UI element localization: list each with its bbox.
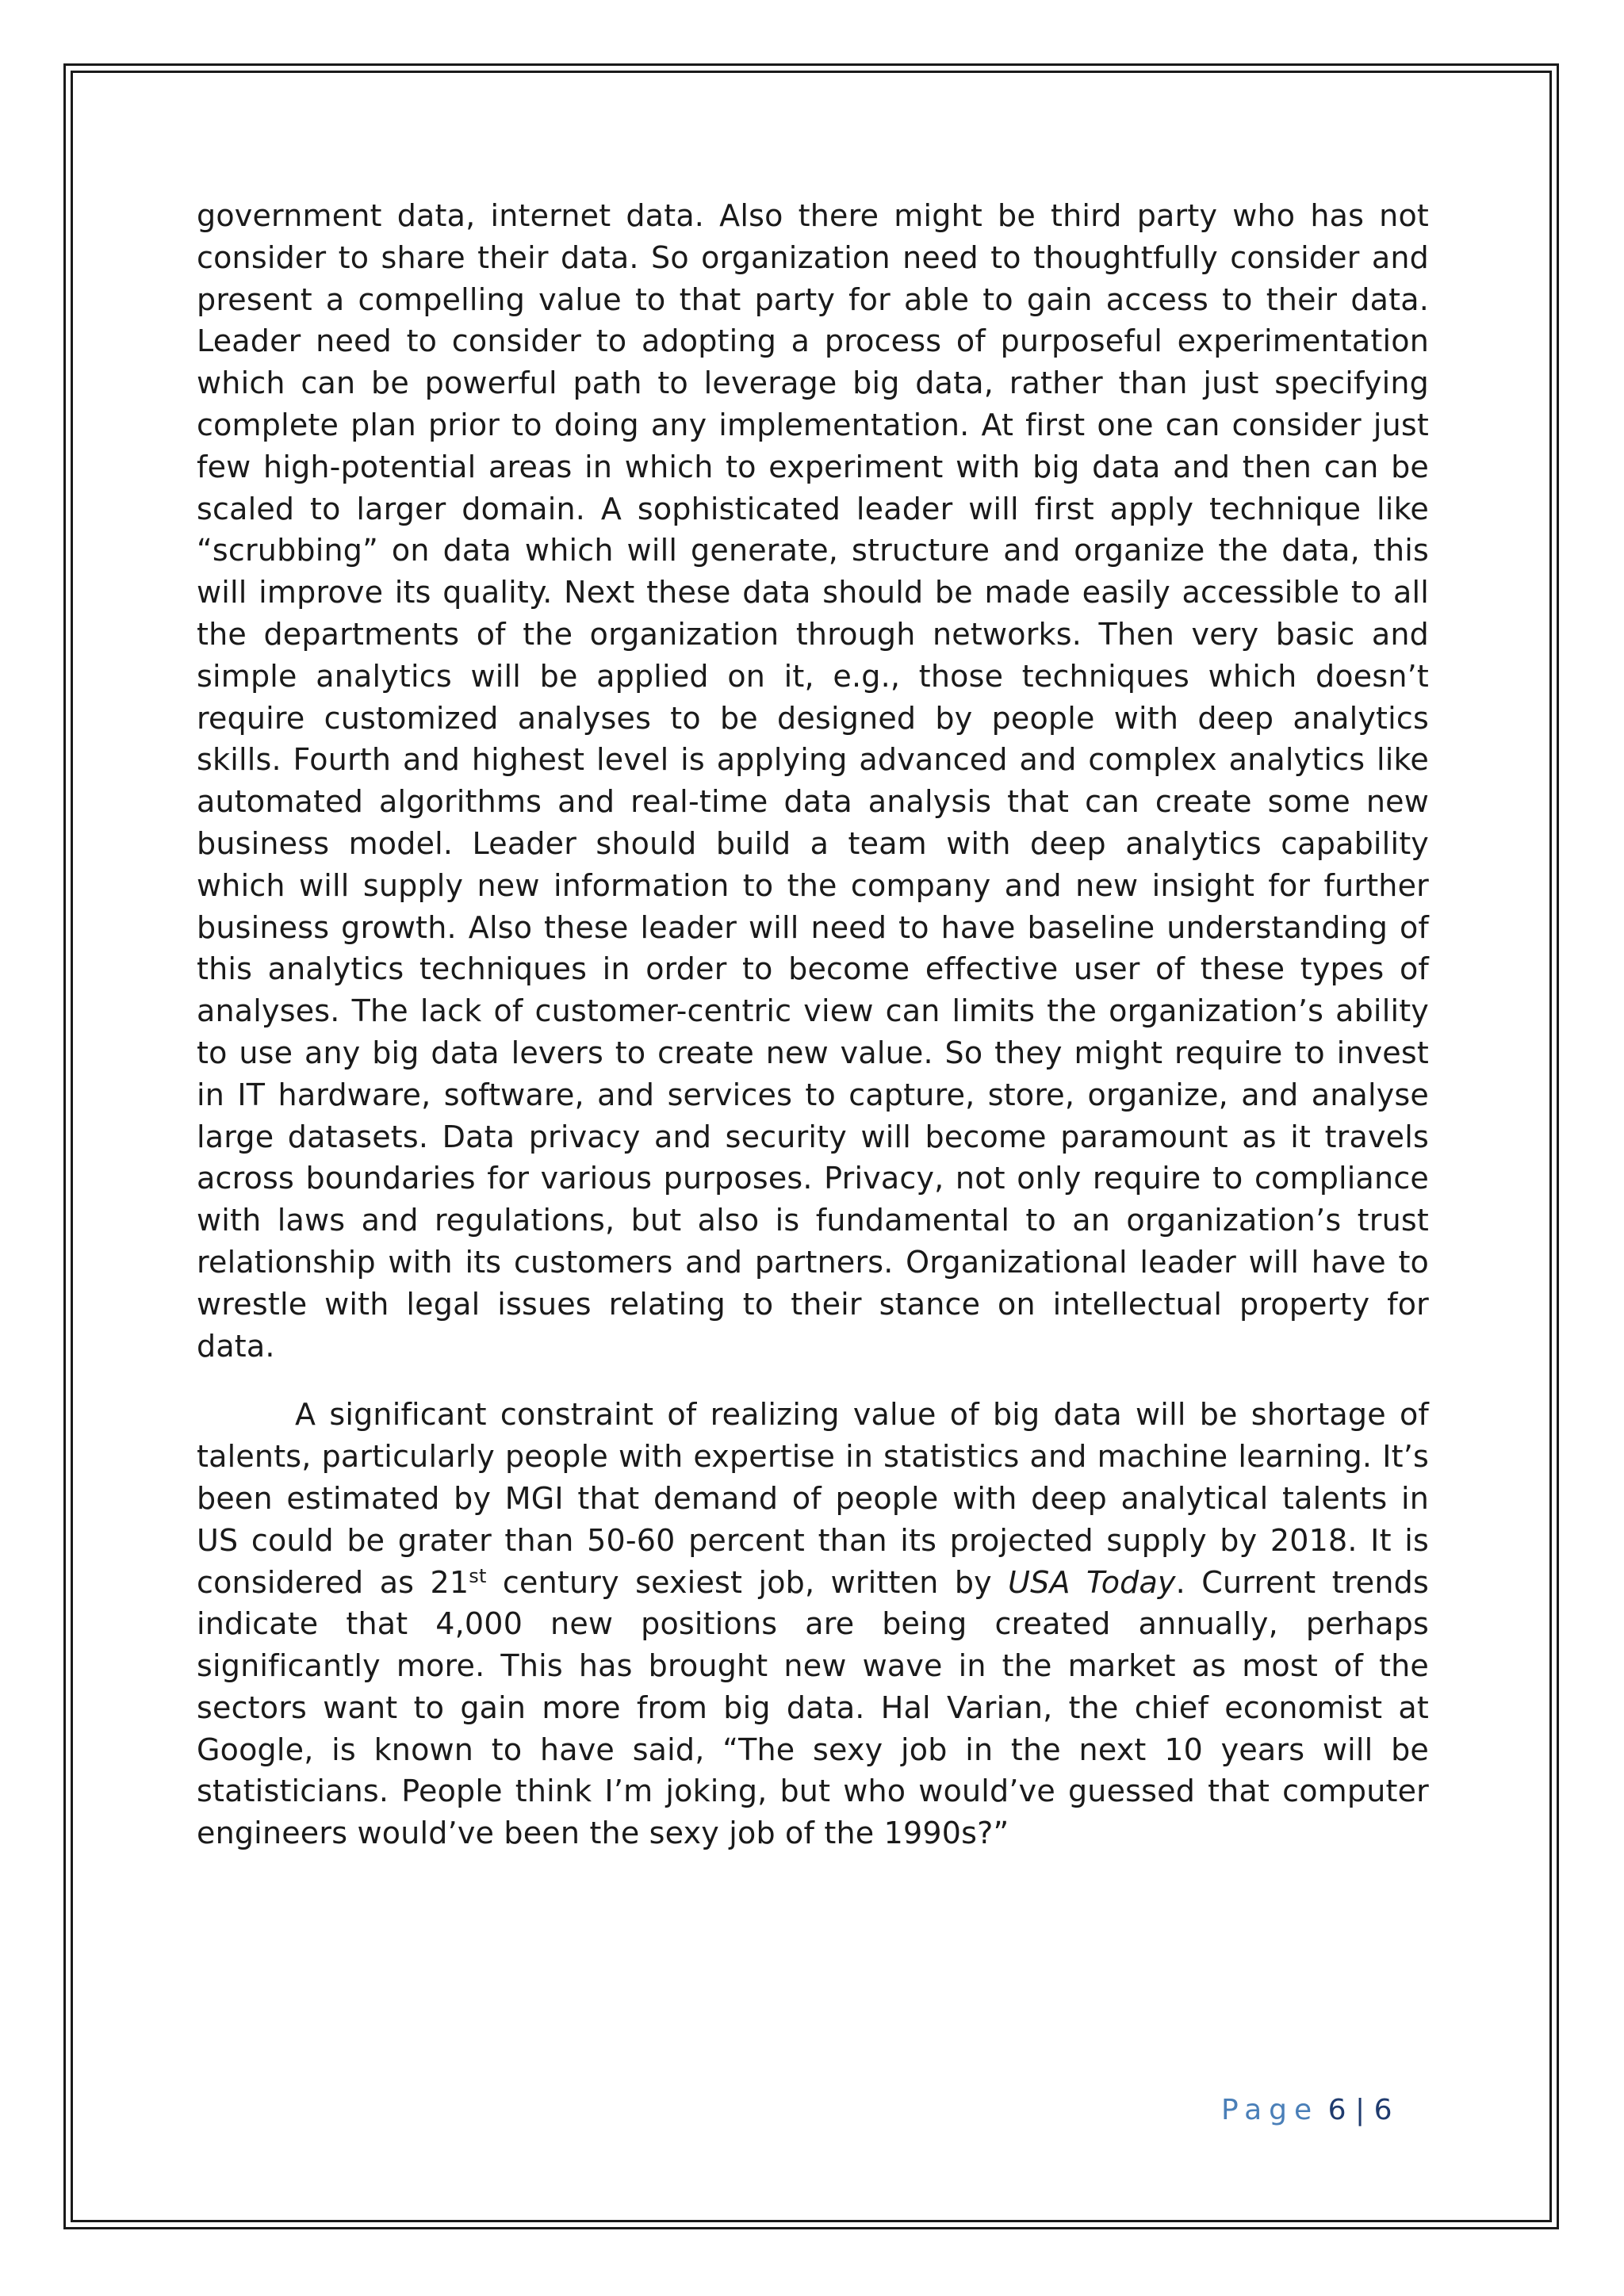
- paragraph-2: [197, 1394, 1429, 1854]
- ordinal-superscript: st: [469, 1564, 487, 1587]
- paragraph-1: government data, internet data. Also there might be third party who has not consider to share their data. So organization need to thoughtfully consider and present a compelling value to that party for able to gain access to their data. Leader need to consider to adopting a process of purposeful experimentation which can be powerful path to leverage big data, rather than just specifying complete plan prior to doing any implementation. At first one can consider just few high-potential areas in which to experiment with big data and then can be scaled to larger domain. A sophisticated leader will first apply technique like “scrubbing” on data which will generate, structure and organize the data, this will improve its quality. Next these data should be made easily accessible to all the departments of the organization through networks. Then very basic and simple analytics will be applied on it, e.g., those techniques which doesn’t require customized analyses to be designed by people with deep analytics skills. Fourth and highest level is applying advanced and complex analytics like automated algorithms and real-time data analysis that can create some new business model. Leader should build a team with deep analytics capability which will supply new information to the company and new insight for further business growth. Also these leader will need to have baseline understanding of this analytics techniques in order to become effective user of these types of analyses. The lack of customer-centric view can limits the organization’s ability to use any big data levers to create new value. So they might require to invest in IT hardware, software, and services to capture, store, organize, and analyse large datasets. Data privacy and security will become paramount as it travels across boundaries for various purposes. Privacy, not only require to compliance with laws and regulations, but also is fundamental to an organization’s trust relationship with its customers and partners. Organizational leader will have to wrestle with legal issues relating to their stance on intellectual property for data.: [197, 198, 1429, 1364]
- paragraph-2-text-1: A significant constraint of realizing value of big data will be shortage of talents, particularly people with expertise in statistics and machine learning. It’s been estimated by MGI that demand of people with deep analytical talents in US could be grater than 50-60 percent than its projected supply by 2018. It is considered as 21: [197, 1397, 1429, 1600]
- page-separator: |: [1354, 2094, 1365, 2126]
- current-page-number: 6: [1327, 2094, 1346, 2126]
- page-label: Page: [1221, 2094, 1320, 2126]
- publication-name: USA Today: [1008, 1564, 1176, 1600]
- paragraph-2-text-3: . Current trends indicate that 4,000 new positions are being created annually, perhaps significantly more. This has brought new wave in the market as most of the sectors want to gain more from big data. Hal Varian, the chief economist at Google, is known to have said, “The sexy job in the next 10 years will be statisticians. People think I’m joking, but who would’ve guessed that computer engineers would’ve been the sexy job of the 1990s?”: [197, 1564, 1429, 1851]
- document-body: [197, 195, 1429, 1854]
- total-pages-number: 6: [1373, 2094, 1392, 2126]
- page-footer: [1221, 2091, 1396, 2130]
- paragraph-2-text-2: century sexiest job, written by: [486, 1564, 1009, 1600]
